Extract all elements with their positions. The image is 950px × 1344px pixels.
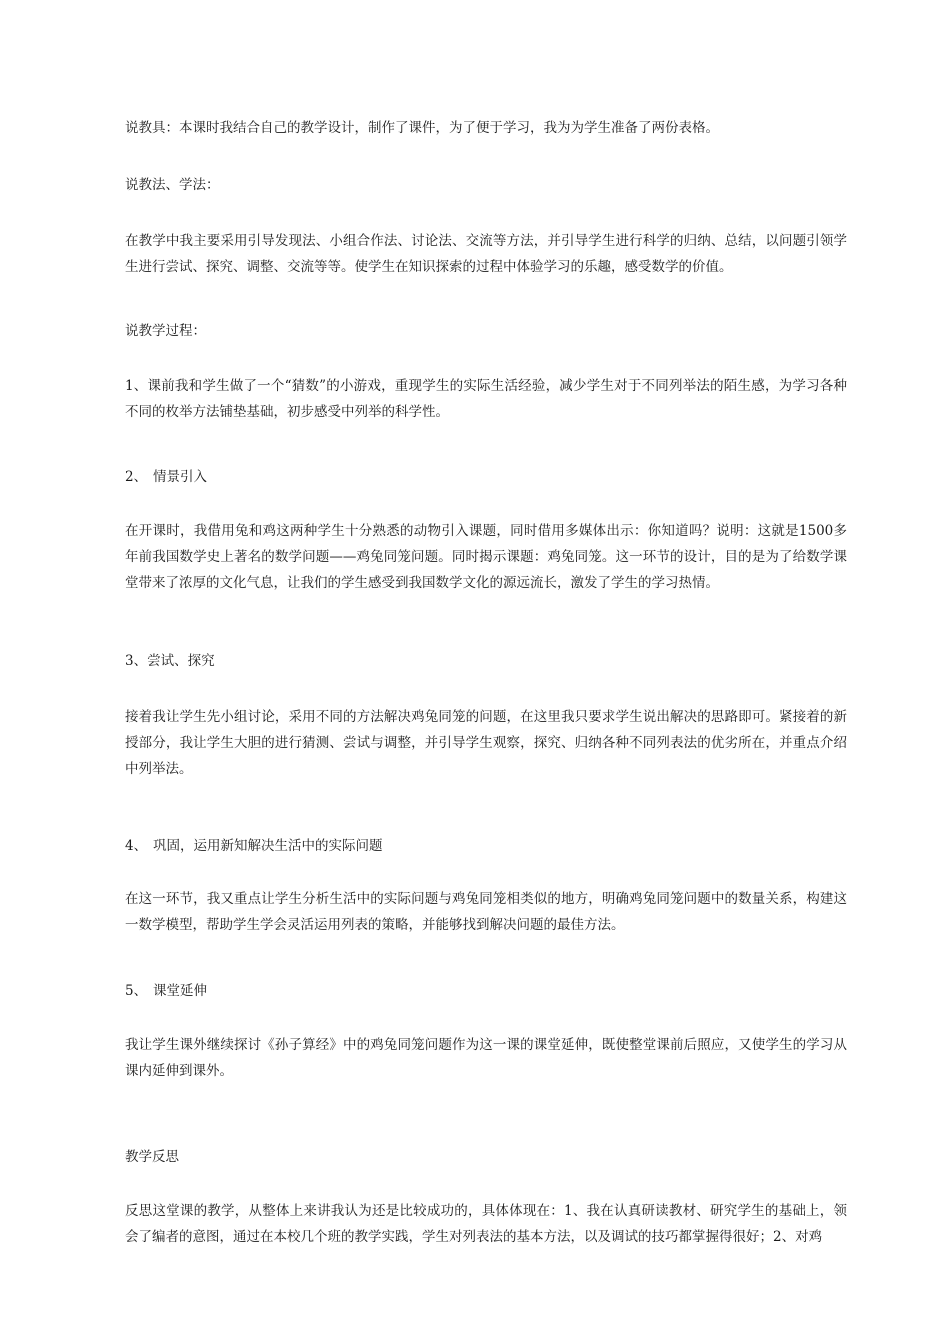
step-5-title: 课堂延伸 bbox=[153, 983, 207, 999]
heading-step-2 bbox=[125, 464, 847, 490]
step-2-number: 2、 bbox=[125, 469, 148, 485]
step-4-number: 4、 bbox=[125, 838, 148, 854]
paragraph-step-4: 在这一环节，我又重点让学生分析生活中的实际问题与鸡兔同笼相类似的地方，明确鸡兔同笼问题中的数量关系，构建这一数学模型，帮助学生学会灵活运用列表的策略，并能够找到解决问题的最佳方法。 bbox=[125, 891, 847, 933]
step-5-number: 5、 bbox=[125, 983, 148, 999]
paragraph-teaching-tools: 说教具：本课时我结合自己的教学设计，制作了课件，为了便于学习，我为为学生准备了两份表格。 bbox=[125, 120, 719, 136]
paragraph-step-5: 我让学生课外继续探讨《孙子算经》中的鸡兔同笼问题作为这一课的课堂延伸，既使整堂课前后照应，又使学生的学习从课内延伸到课外。 bbox=[125, 1037, 847, 1079]
paragraph-reflection: 反思这堂课的教学，从整体上来讲我认为还是比较成功的，具体体现在：1、我在认真研读教材、研究学生的基础上，领会了编者的意图，通过在本校几个班的教学实践，学生对列表法的基本方法，以及调试的技巧都掌握得很好；2、对鸡 bbox=[125, 1203, 847, 1245]
heading-methods: 说教法、学法： bbox=[125, 177, 220, 193]
step-2-title: 情景引入 bbox=[153, 469, 207, 485]
heading-step-5 bbox=[125, 978, 847, 1004]
heading-step-4 bbox=[125, 833, 847, 859]
paragraph-step-1: 1、课前我和学生做了一个“猜数”的小游戏，重现学生的实际生活经验，减少学生对于不同列举法的陌生感，为学习各种不同的枚举方法铺垫基础，初步感受中列举的科学性。 bbox=[125, 378, 847, 420]
paragraph-methods: 在教学中我主要采用引导发现法、小组合作法、讨论法、交流等方法，并引导学生进行科学的归纳、总结，以问题引领学生进行尝试、探究、调整、交流等等。使学生在知识探索的过程中体验学习的乐趣，感受数学的价值。 bbox=[125, 233, 847, 275]
step-4-title: 巩固，运用新知解决生活中的实际问题 bbox=[153, 838, 383, 854]
paragraph-step-2: 在开课时，我借用兔和鸡这两种学生十分熟悉的动物引入课题，同时借用多媒体出示：你知道吗？说明：这就是1500多年前我国数学史上著名的数学问题——鸡兔同笼问题。同时揭示课题：鸡兔同笼。这一环节的设计，目的是为了给数学课堂带来了浓厚的文化气息，让我们的学生感受到我国数学文化的源远流长，激发了学生的学习热情。 bbox=[125, 523, 847, 591]
paragraph-step-3: 接着我让学生先小组讨论，采用不同的方法解决鸡兔同笼的问题，在这里我只要求学生说出解决的思路即可。紧接着的新授部分，我让学生大胆的进行猜测、尝试与调整，并引导学生观察，探究、归纳各种不同列表法的优劣所在，并重点介绍中列举法。 bbox=[125, 709, 847, 777]
heading-reflection: 教学反思 bbox=[125, 1149, 179, 1165]
heading-step-3: 3、尝试、探究 bbox=[125, 653, 215, 669]
heading-teaching-process: 说教学过程： bbox=[125, 323, 206, 339]
